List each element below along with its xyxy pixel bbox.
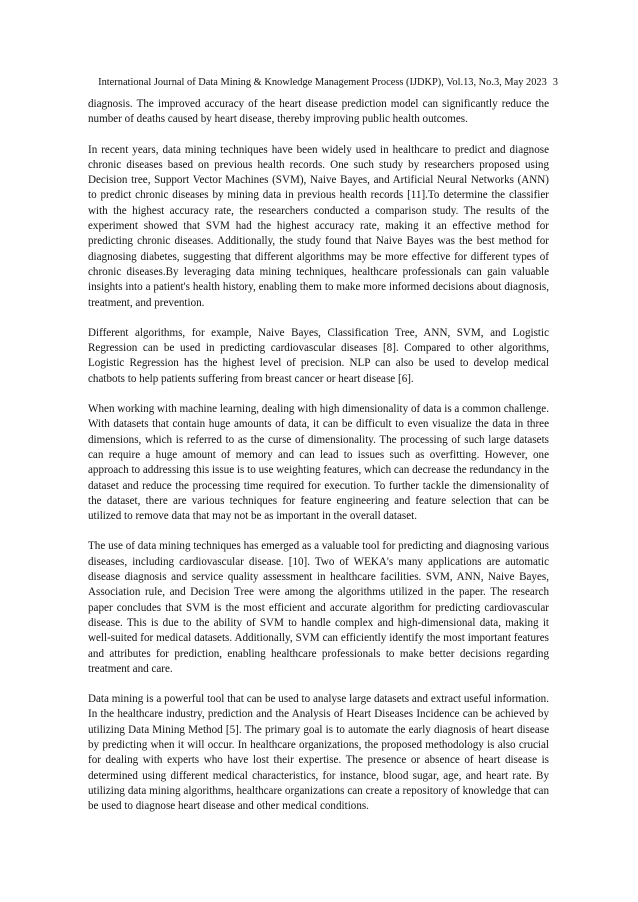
body-text [88,97,549,829]
paragraph-heart-disease-prediction: Data mining is a powerful tool that can be used to analyse large datasets and extract useful information. In the healthcare industry, prediction and the Analysis of Heart Diseases Incidence can be achieved by utilizing Data Mining Method [5]. The primary goal is to automate the early diagnosis of heart disease by predicting when it will occur. In healthcare organizations, the proposed methodology is also crucial for dealing with experts who have lost their expertise. The presence or absence of heart disease is determined using different medical characteristics, for instance, blood sugar, age, and heart rate. By utilizing data mining algorithms, healthcare organizations can create a repository of knowledge that can be used to diagnose heart disease and other medical conditions. [88,693,549,813]
paragraph-cardiovascular-algorithms: Different algorithms, for example, Naive Bayes, Classification Tree, ANN, SVM, and Logistic Regression can be used in predicting cardiovascular diseases [8]. Compared to other algorithms, Logistic Regression has the highest level of precision. NLP can also be used to develop medical chatbots to help patients suffering from breast cancer or heart disease [6]. [88,326,549,385]
paragraph-weka-svm: The use of data mining techniques has emerged as a valuable tool for predicting and diagnosing various diseases, including cardiovascular disease. [10]. Two of WEKA's many applications are automatic disease diagnosis and service quality assessment in healthcare facilities. SVM, ANN, Naive Bayes, Association rule, and Decision Tree were among the algorithms utilized in the paper. The research paper concludes that SVM is the most efficient and accurate algorithm for predicting cardiovascular disease. This is due to the ability of SVM to handle complex and high-dimensional data, making it well-suited for medical datasets. Additionally, SVM can efficiently identify the most important features and attributes for prediction, enabling healthcare professionals to make better decisions regarding treatment and care. [88,540,549,675]
journal-citation: International Journal of Data Mining & Knowledge Management Process (IJDKP), Vol.13, No.3, May 2023 [98,77,547,88]
paragraph-chronic-disease-study: In recent years, data mining techniques have been widely used in healthcare to predict and diagnose chronic diseases based on previous health records. One such study by researchers proposed using Decision tree, Support Vector Machines (SVM), Naive Bayes, and Artificial Neural Networks (ANN) to predict chronic diseases by mining data in previous health records [11].To determine the classifier with the highest accuracy rate, the researchers conducted a comparison study. The results of the experiment showed that SVM had the highest accuracy rate, making it an effective method for predicting chronic diseases. Additionally, the study found that Naive Bayes was the best method for diagnosing diabetes, suggesting that different algorithms may be more effective for different types of chronic diseases.By leveraging data mining techniques, healthcare professionals can gain valuable insights into a patient's health history, enabling them to make more informed decisions about diagnosis, treatment, and prevention. [88,143,549,309]
paragraph-continuation: diagnosis. The improved accuracy of the heart disease prediction model can significantly reduce the number of deaths caused by heart disease, thereby improving public health outcomes. [88,98,549,126]
page-number: 3 [552,77,558,88]
running-header [98,76,558,90]
paragraph-dimensionality: When working with machine learning, dealing with high dimensionality of data is a common challenge. With datasets that contain huge amounts of data, it can be difficult to even visualize the data in three dimensions, which is referred to as the curse of dimensionality. The processing of such large datasets can require a huge amount of memory and can lead to issues such as overfitting. However, one approach to addressing this issue is to use weighting features, which can decrease the redundancy in the dataset and reduce the processing time required for execution. To further tackle the dimensionality of the dataset, there are various techniques for feature engineering and feature selection that can be utilized to remove data that may not be as important in the overall dataset. [88,403,549,523]
